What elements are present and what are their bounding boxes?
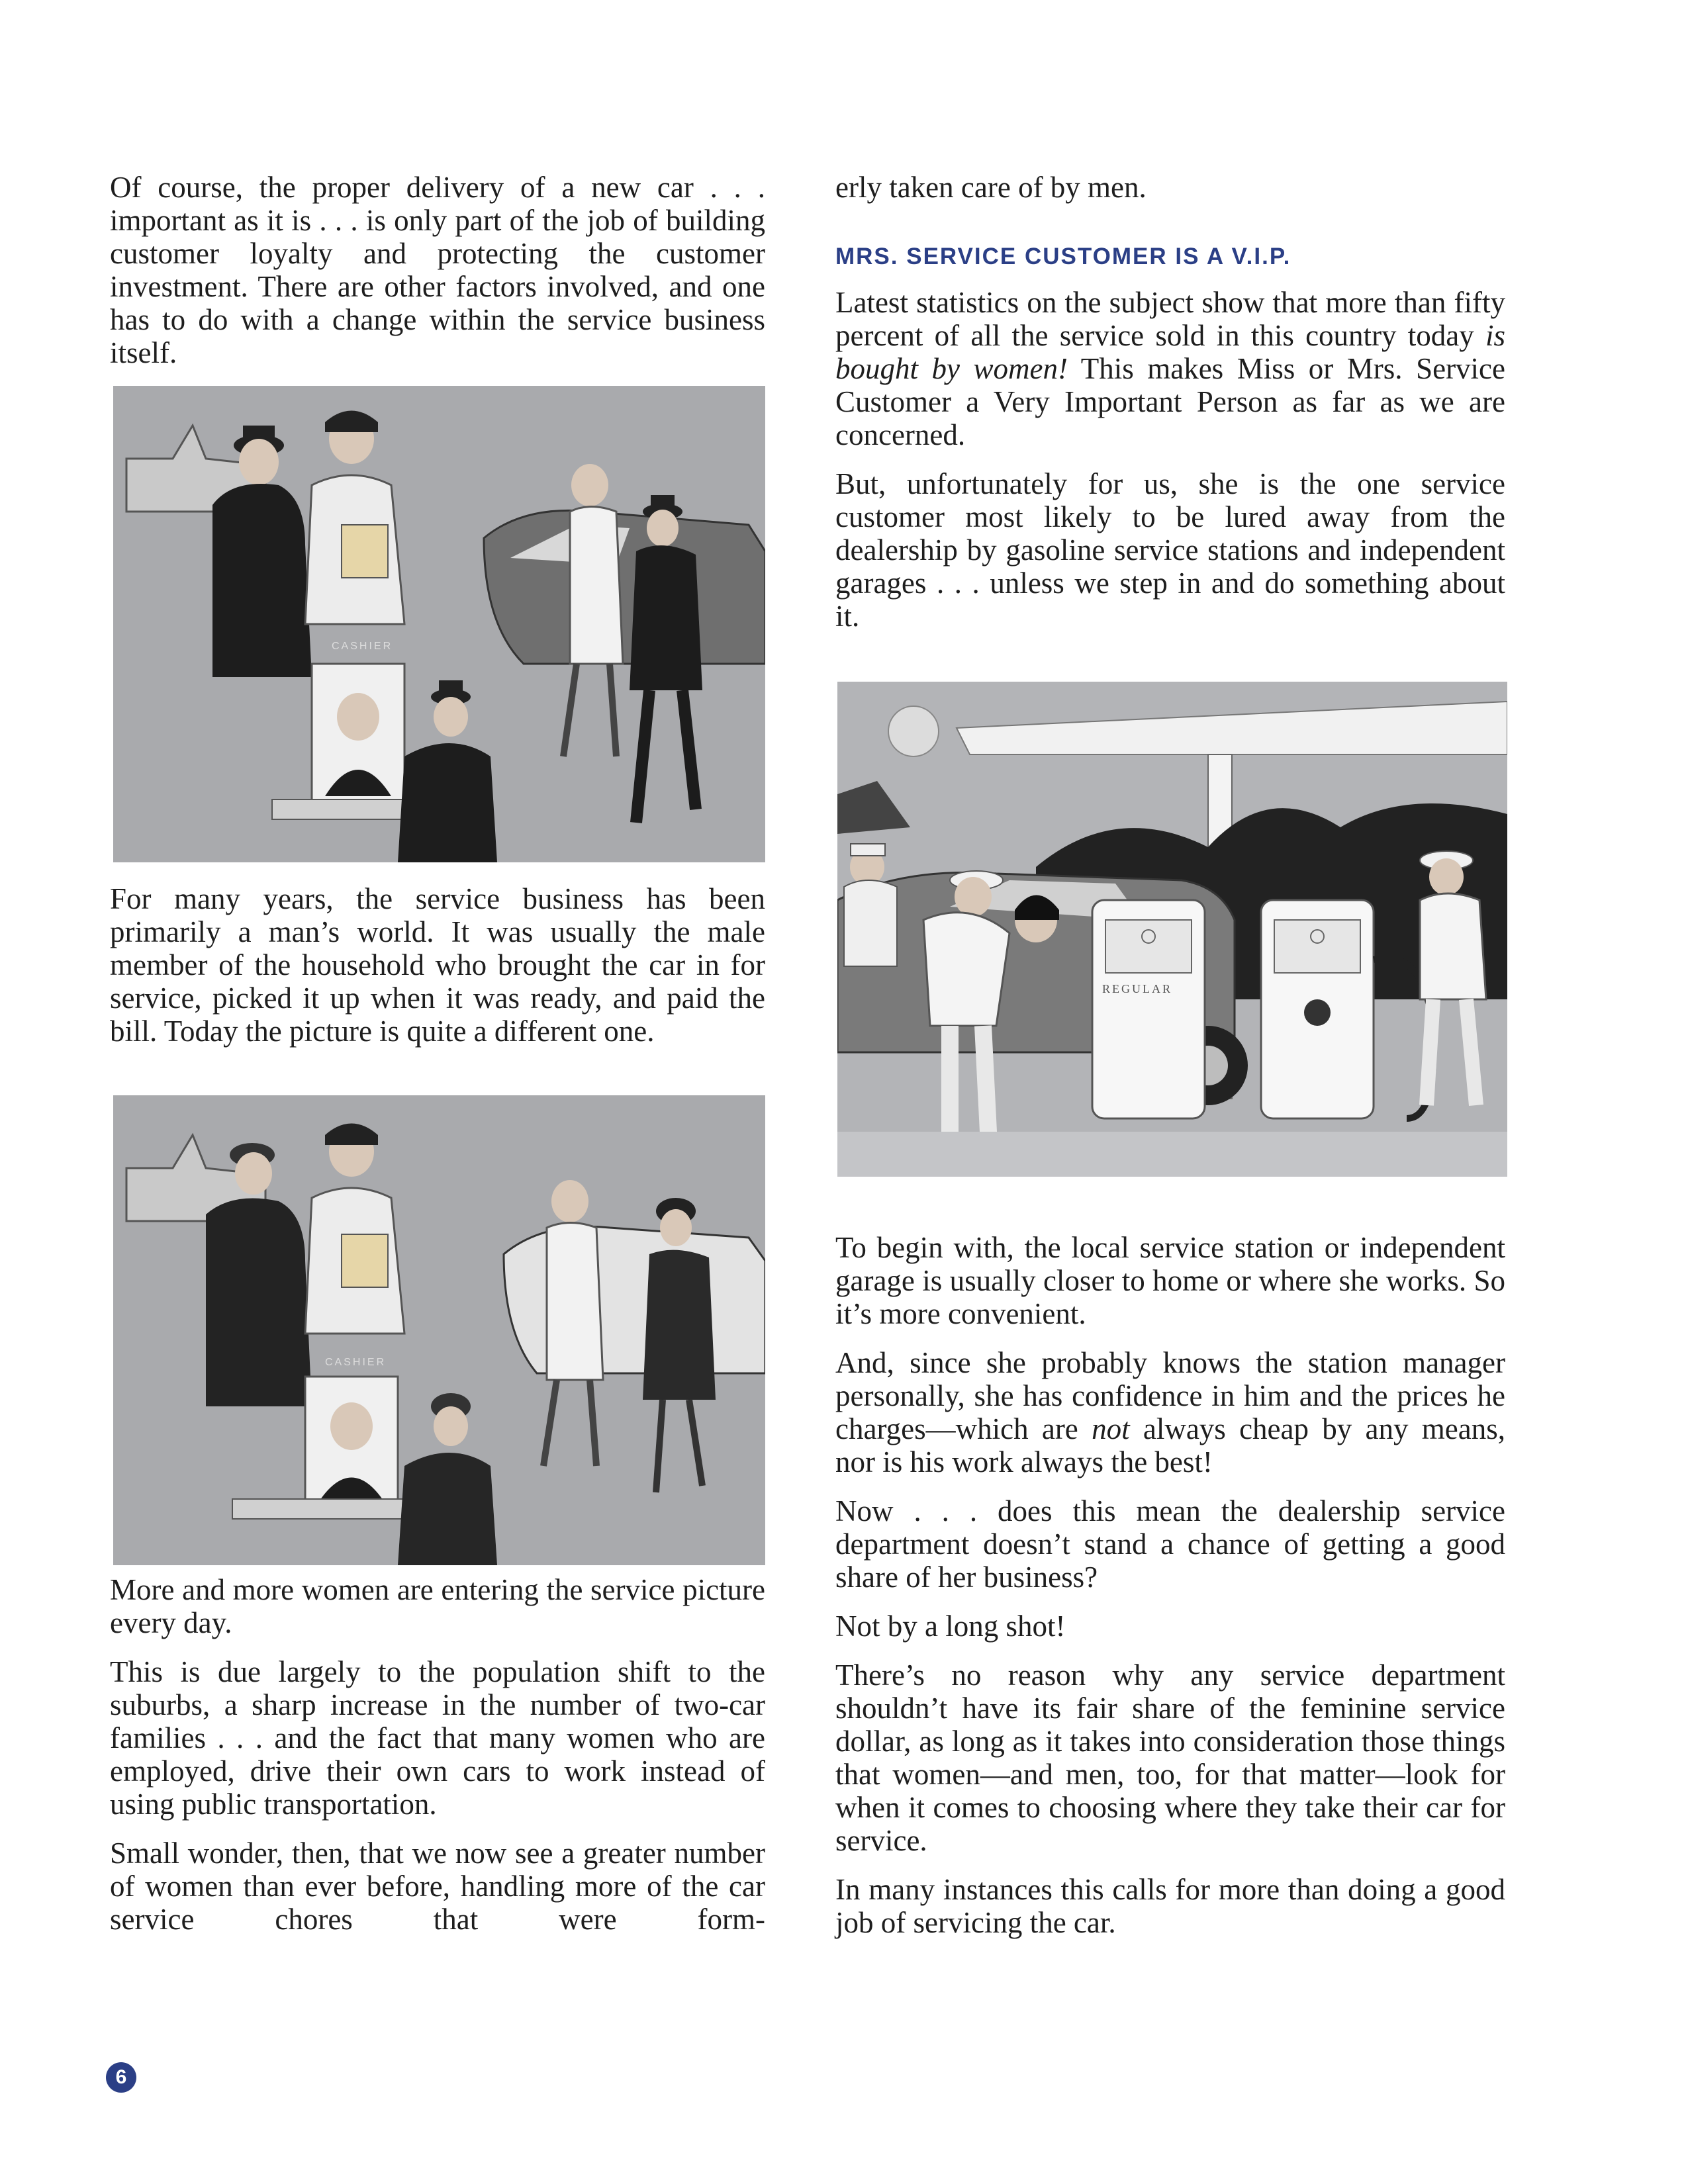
- paragraph: In many instances this calls for more than doing a good job of servicing the car.: [835, 1873, 1505, 1939]
- paragraph: But, unfortunately for us, she is the one service customer most likely to be lured away from the dealership by gasoline service stations and independent garages . . . unless we step in and do something about it.: [835, 467, 1505, 633]
- right-column: [835, 171, 1505, 649]
- paragraph: More and more women are entering the service picture every day.: [110, 1573, 765, 1639]
- emphasis: not: [1092, 1412, 1130, 1445]
- illustration-women-service: [113, 1095, 765, 1565]
- cashier-sign: CASHIER: [325, 1357, 387, 1368]
- paragraph: This is due largely to the population shift to the suburbs, a sharp increase in the number of two-car families . . . and the fact that many women who are employed, drive their own cars to work instead of using public transportation.: [110, 1655, 765, 1821]
- illustration-gas-station: [837, 682, 1507, 1177]
- right-column-lower: [835, 1231, 1505, 1955]
- left-column-lower: [110, 1573, 765, 1952]
- paragraph: Latest statistics on the subject show that more than fifty percent of all the service sold in this country today is bought by women! This makes Miss or Mrs. Service Customer a Very Important Person as far as we are concerned.: [835, 286, 1505, 451]
- left-column-mid: [110, 882, 765, 1064]
- emphasis: is bought by women!: [835, 319, 1505, 385]
- section-heading: MRS. SERVICE CUSTOMER IS A V.I.P.: [835, 244, 1291, 269]
- paragraph-italic: Not by a long shot!: [835, 1610, 1066, 1643]
- page-number-badge: 6: [106, 2062, 136, 2093]
- paragraph: erly taken care of by men.: [835, 171, 1147, 204]
- paragraph: To begin with, the local service station or independent garage is usually closer to home or where she works. So it’s more convenient.: [835, 1231, 1505, 1330]
- paragraph: Of course, the proper delivery of a new car . . . important as it is . . . is only part of the job of building customer loyalty and protecting the customer investment. There are other factors involved, and one has to do with a change within the service business itself.: [110, 171, 765, 369]
- paragraph: For many years, the service business has been primarily a man’s world. It was usually the male member of the household who brought the car in for service, picked it up when it was ready, and paid the bill. Today the picture is quite a different one.: [110, 882, 765, 1048]
- paragraph: There’s no reason why any service department shouldn’t have its fair share of the feminine service dollar, as long as it takes into consideration those things that women—and men, too, for that matter—look for when it comes to choosing where they take their car for service.: [835, 1659, 1505, 1857]
- left-column: [110, 171, 765, 369]
- paragraph: And, since she probably knows the station manager personally, she has confidence in him and the prices he charges—which are not always cheap by any means, nor is his work always the best!: [835, 1346, 1506, 1479]
- paragraph: Now . . . does this mean the dealership service department doesn’t stand a chance of getting a good share of her business?: [835, 1494, 1505, 1594]
- paragraph: Small wonder, then, that we now see a greater number of women than ever before, handling more of the car service chores that were form-: [110, 1837, 765, 1936]
- pump-label: REGULAR: [1102, 982, 1172, 995]
- illustration-men-service: [113, 386, 765, 862]
- cashier-sign: CASHIER: [332, 641, 393, 652]
